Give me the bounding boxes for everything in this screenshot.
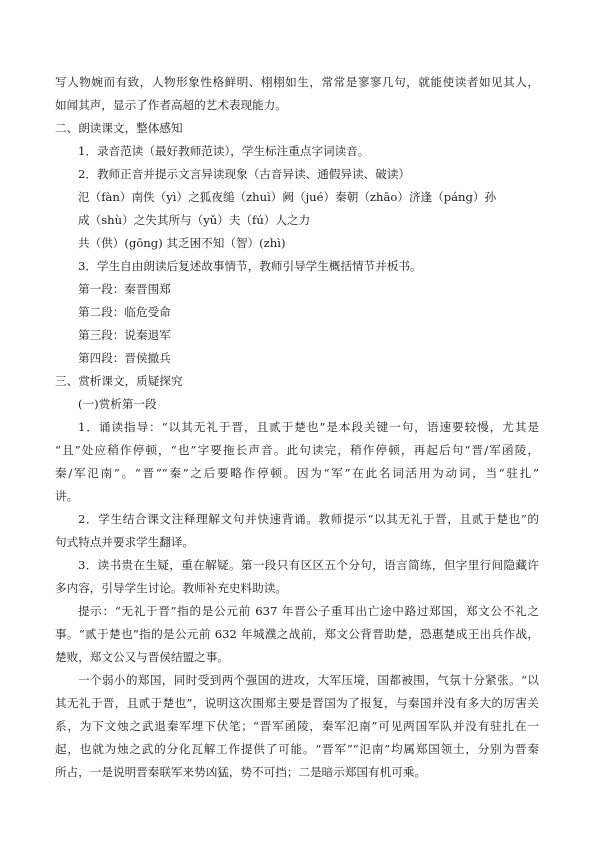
paragraph-line: “且”处应稍作停顿，“也”字要拖长声音。此句读完，稍作停顿，再起后句“晋/军函陵， [55, 443, 539, 457]
hint-line: 提示：“无礼于晋”指的是公元前 637 年晋公子重耳出亡途中路过郑国，郑文公不礼之 [78, 604, 539, 618]
segment-summary: 第二段：临危受命 [78, 305, 171, 319]
paragraph-line: 起，也就为烛之武的分化瓦解工作提供了可能。“晋军”“氾南”均属郑国领土，分别为晋秦 [55, 742, 539, 756]
paragraph-line: 所占，一是说明晋秦联军来势凶猛，势不可挡；二是暗示郑国有机可乘。 [55, 765, 427, 779]
list-item: 2．教师正音并提示文言异读现象（古音异读、通假异读、破读） [78, 167, 411, 181]
paragraph-line: 3．读书贵在生疑，重在解疑。第一段只有区区五个分句，语言简练，但字里行间隐藏许 [78, 558, 539, 572]
subsection-heading: (一)赏析第一段 [78, 397, 157, 411]
hint-line: 楚败，郑文公又与晋侯结盟之事。 [55, 650, 229, 664]
hint-line: 事。“贰于楚也”指的是公元前 632 年城濮之战前，郑文公背晋助楚，恐惠楚成王出兵作战， [55, 627, 539, 641]
paragraph-line: 多内容，引导学生讨论。教师补充史料助读。 [55, 581, 287, 595]
paragraph-line: 1．诵读指导：“以其无礼于晋，且贰于楚也”是本段关键一句，语速要较慢，尤其是 [78, 420, 539, 434]
paragraph-line: 其无礼于晋，且贰于楚也”，说明这次围郑主要是晋国为了报复，与秦国并没有多大的厉害关 [55, 696, 539, 710]
list-item: 1．录音范读（最好教师范读），学生标注重点字词读音。 [78, 144, 370, 158]
paragraph-line: 秦/军氾南”。“晋”“秦”之后要略作停顿。因为“军”在此名词活用为动词，当“驻扎” [55, 466, 539, 480]
paragraph-line: 讲。 [55, 489, 79, 503]
segment-summary: 第三段：说秦退军 [78, 328, 171, 342]
pronunciation-line: 共（供）(gōng) 其乏困不知（智）(zhì) [78, 236, 286, 250]
paragraph-line: 系，为下文烛之武退秦军埋下伏笔；“晋军函陵，秦军氾南”可见两国军队并没有驻扎在一 [55, 719, 539, 733]
segment-summary: 第一段：秦晋围郑 [78, 282, 171, 296]
section-heading: 二、朗读课文，整体感知 [55, 121, 183, 135]
paragraph-line: 一个弱小的郑国，同时受到两个强国的进攻，大军压境，国都被围，气氛十分紧张。“以 [78, 673, 539, 687]
list-item: 3．学生自由朗读后复述故事情节，教师引导学生概括情节并板书。 [78, 259, 422, 273]
paragraph-line: 2．学生结合课文注释理解文句并快速背诵。教师提示“以其无礼于晋，且贰于楚也”的 [78, 512, 539, 526]
pronunciation-line: 成（shù）之失其所与（yǔ）夫（fú）人之力 [78, 213, 311, 227]
paragraph-line: 句式特点并要求学生翻译。 [55, 535, 195, 549]
paragraph-line: 写人物婉而有致，人物形象性格鲜明、栩栩如生，常常是寥寥几句，就能使读者如见其人， [55, 75, 539, 89]
paragraph-line: 如闻其声，显示了作者高超的艺术表现能力。 [55, 98, 287, 112]
section-heading: 三、赏析课文，质疑探究 [55, 374, 183, 388]
pronunciation-line: 氾（fàn）南佚（yì）之狐夜缒（zhuì）阙（jué）秦朝（zhāo）济逢（páng）孙 [78, 190, 497, 204]
segment-summary: 第四段：晋侯撤兵 [78, 351, 171, 365]
